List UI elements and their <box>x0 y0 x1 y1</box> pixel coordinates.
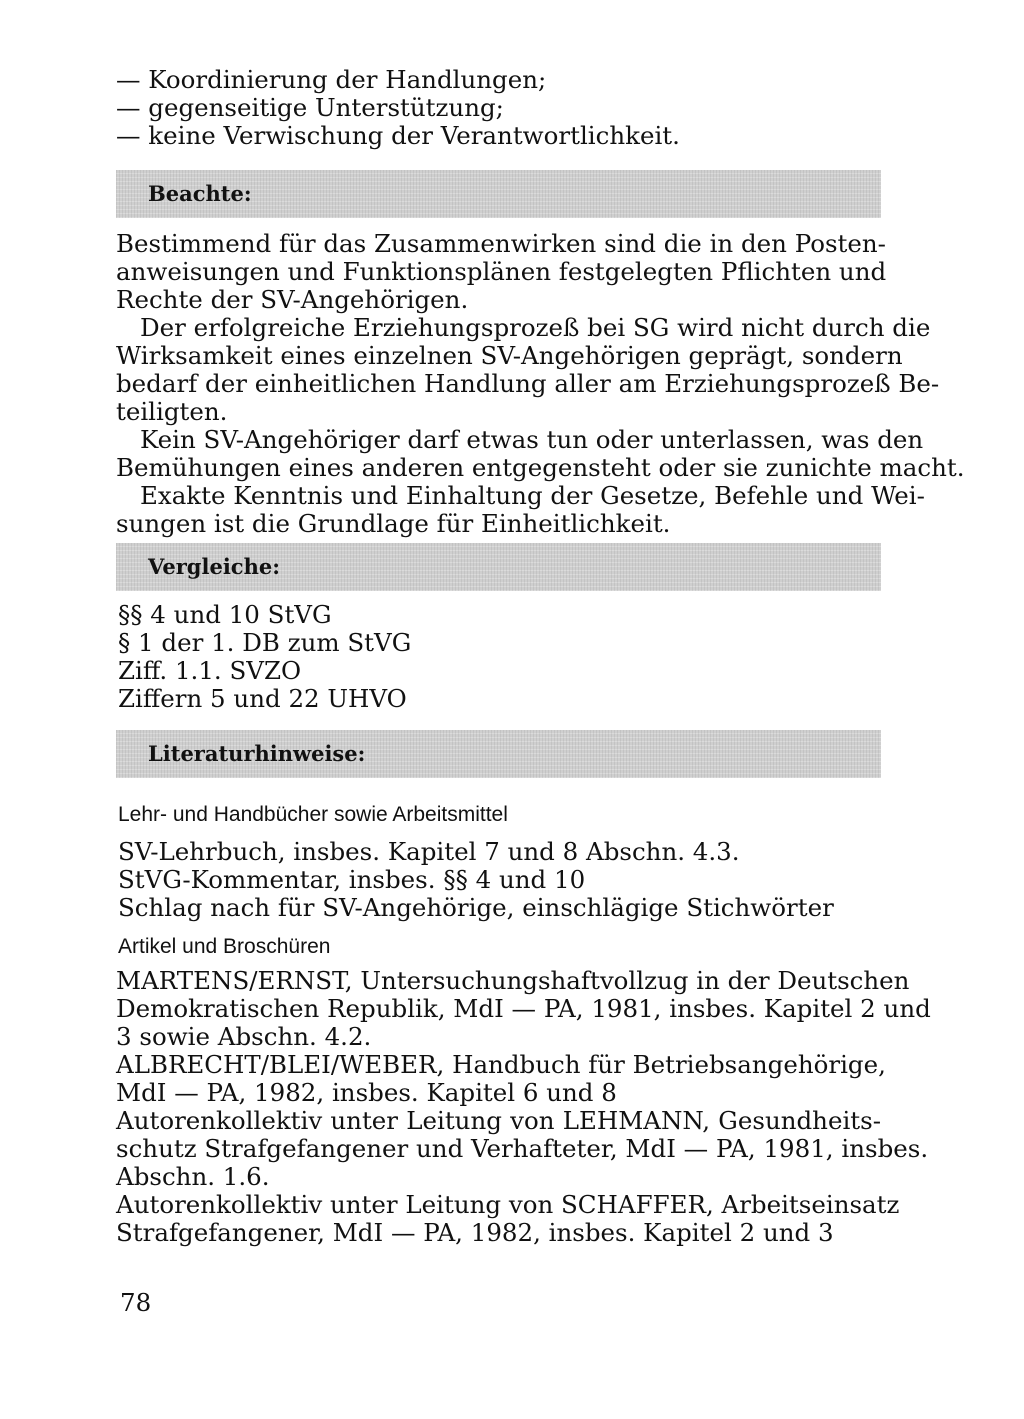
list-item: — keine Verwischung der Verantwortlichkeit. <box>116 121 680 150</box>
text-line: Demokratischen Republik, MdI — PA, 1981, insbes. Kapitel 2 und <box>116 994 931 1023</box>
top-list <box>116 65 680 150</box>
literatur-section2-title <box>118 934 883 960</box>
page-number: 78 <box>120 1288 152 1317</box>
beachte-heading-band <box>116 170 881 218</box>
reference-item: StVG-Kommentar, insbes. §§ 4 und 10 <box>118 865 586 894</box>
text-line: Der erfolgreiche Erziehungsprozeß bei SG wird nicht durch die <box>140 313 931 342</box>
vergleiche-heading: Vergleiche: <box>148 554 280 579</box>
text-line: MdI — PA, 1982, insbes. Kapitel 6 und 8 <box>116 1078 617 1107</box>
reference-item: §§ 4 und 10 StVG <box>118 600 332 629</box>
text-line: schutz Strafgefangener und Verhafteter, MdI — PA, 1981, insbes. <box>116 1134 929 1163</box>
text-line: teiligten. <box>116 397 228 426</box>
literatur-heading: Literaturhinweise: <box>148 741 366 766</box>
text-line: sungen ist die Grundlage für Einheitlichkeit. <box>116 509 671 538</box>
literatur-section1-list <box>118 838 883 922</box>
text-line: Rechte der SV-Angehörigen. <box>116 285 469 314</box>
text-line: Wirksamkeit eines einzelnen SV-Angehörigen geprägt, sondern <box>116 341 903 370</box>
text-line: Bestimmend für das Zusammenwirken sind die in den Posten- <box>116 229 886 258</box>
section-title: Lehr- und Handbücher sowie Arbeitsmittel <box>118 803 508 826</box>
text-line: MARTENS/ERNST, Untersuchungshaftvollzug in der Deutschen <box>116 966 910 995</box>
reference-item: SV-Lehrbuch, insbes. Kapitel 7 und 8 Abschn. 4.3. <box>118 837 740 866</box>
literatur-heading-band <box>116 730 881 778</box>
text-line: Autorenkollektiv unter Leitung von SCHAFFER, Arbeitseinsatz <box>116 1190 900 1219</box>
text-line: anweisungen und Funktionsplänen festgelegten Pflichten und <box>116 257 887 286</box>
reference-item: Ziff. 1.1. SVZO <box>118 656 302 685</box>
text-line: 3 sowie Abschn. 4.2. <box>116 1022 372 1051</box>
beachte-paragraph <box>116 229 965 538</box>
text-line: Kein SV-Angehöriger darf etwas tun oder unterlassen, was den <box>140 425 924 454</box>
beachte-heading: Beachte: <box>148 181 252 206</box>
text-line: Autorenkollektiv unter Leitung von LEHMANN, Gesundheits- <box>116 1106 881 1135</box>
text-line: Bemühungen eines anderen entgegensteht oder sie zunichte macht. <box>116 453 965 482</box>
reference-item: § 1 der 1. DB zum StVG <box>118 628 412 657</box>
reference-item: Schlag nach für SV-Angehörige, einschlägige Stichwörter <box>118 893 834 922</box>
text-line: Strafgefangener, MdI — PA, 1982, insbes. Kapitel 2 und 3 <box>116 1218 834 1247</box>
text-line: bedarf der einheitlichen Handlung aller am Erziehungsprozeß Be- <box>116 369 940 398</box>
literatur-section1-title <box>118 802 883 828</box>
vergleiche-list <box>118 601 883 713</box>
text-line: Abschn. 1.6. <box>116 1162 270 1191</box>
list-item: — gegenseitige Unterstützung; <box>116 93 504 122</box>
text-line: Exakte Kenntnis und Einhaltung der Gesetze, Befehle und Wei- <box>140 481 925 510</box>
section-title: Artikel und Broschüren <box>118 935 331 958</box>
reference-item: Ziffern 5 und 22 UHVO <box>118 684 407 713</box>
vergleiche-heading-band <box>116 543 881 591</box>
list-item: — Koordinierung der Handlungen; <box>116 65 547 94</box>
literatur-section2-list <box>116 966 931 1247</box>
text-line: ALBRECHT/BLEI/WEBER, Handbuch für Betriebsangehörige, <box>116 1050 886 1079</box>
